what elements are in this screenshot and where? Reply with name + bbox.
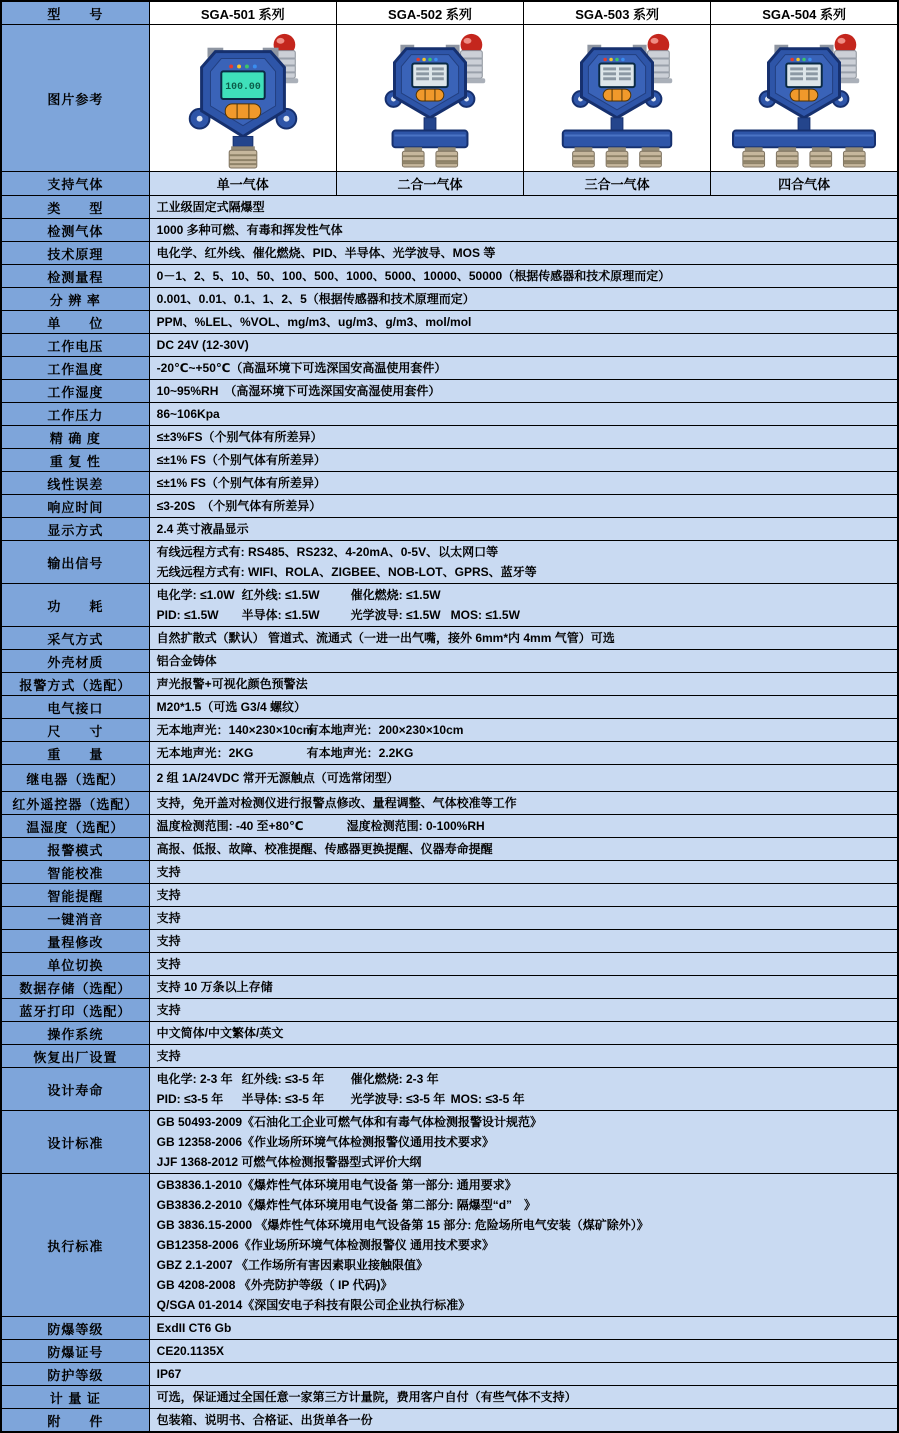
- spec-label: 执行标准: [1, 1174, 149, 1317]
- model-header-label: 型 号: [1, 1, 149, 25]
- spec-value-line: GB 50493-2009《石油化工企业可燃气体和有毒气体检测报警设计规范》: [156, 1115, 543, 1129]
- gas-row-label: 支持气体: [1, 172, 149, 196]
- spec-row: [1, 999, 898, 1022]
- spec-row: [1, 719, 898, 742]
- spec-row: [1, 765, 898, 792]
- spec-label: 重 量: [1, 742, 149, 765]
- gas-type-sga504: 四合气体: [711, 172, 898, 196]
- spec-value: [149, 884, 898, 907]
- spec-value: [149, 861, 898, 884]
- spec-label: 智能提醒: [1, 884, 149, 907]
- spec-value: [149, 403, 898, 426]
- spec-value-line: PPM、%LEL、%VOL、mg/m3、ug/m3、g/m3、mol/mol: [156, 315, 472, 329]
- spec-row: [1, 380, 898, 403]
- spec-value-line: 可选，保证通过全国任意一家第三方计量院，费用客户自付（有些气体不支持）: [156, 1390, 577, 1404]
- spec-label: 温湿度（选配）: [1, 815, 149, 838]
- spec-value-line: 电化学、红外线、催化燃烧、PID、半导体、光学波导、MOS 等: [156, 246, 496, 260]
- model-header-sga501: SGA-501 系列: [149, 1, 336, 25]
- spec-value-line: 电化学: 2-3 年 红外线: ≤3-5 年 催化燃烧: 2-3 年: [156, 1072, 439, 1086]
- spec-label: 恢复出厂设置: [1, 1045, 149, 1068]
- spec-value: [149, 495, 898, 518]
- spec-row: [1, 1068, 898, 1111]
- spec-row: [1, 838, 898, 861]
- spec-value-line: ≤3-20S （个别气体有所差异）: [156, 499, 322, 513]
- product-image-row: [1, 25, 898, 172]
- spec-row: [1, 907, 898, 930]
- spec-row: [1, 334, 898, 357]
- spec-value: [149, 815, 898, 838]
- spec-value-line: GB3836.1-2010《爆炸性气体环境用电气设备 第一部分: 通用要求》: [156, 1178, 517, 1192]
- gas-type-sga503: 三合一气体: [524, 172, 711, 196]
- spec-label: 防爆证号: [1, 1340, 149, 1363]
- spec-value-line: 温度检测范围: -40 至+80℃ 湿度检测范围: 0-100%RH: [156, 819, 485, 833]
- spec-row: [1, 953, 898, 976]
- sensor-probe: [436, 147, 458, 167]
- spec-label: 单 位: [1, 311, 149, 334]
- sensor-probe: [743, 147, 765, 167]
- spec-row: [1, 1022, 898, 1045]
- spec-table-head: [1, 1, 898, 196]
- spec-row: [1, 242, 898, 265]
- spec-value: [149, 1340, 898, 1363]
- spec-value-line: 10~95%RH （高湿环境下可选深国安高湿使用套件）: [156, 384, 441, 398]
- device-illustration-sga-504: [711, 26, 897, 170]
- spec-value-line: 2 组 1A/24VDC 常开无源触点（可选常闭型）: [156, 771, 399, 785]
- spec-value-line: ExdII CT6 Gb: [156, 1321, 232, 1335]
- spec-value-line: 支持: [156, 934, 181, 948]
- spec-label: 设计标准: [1, 1111, 149, 1174]
- spec-row: [1, 976, 898, 999]
- spec-label: 重 复 性: [1, 449, 149, 472]
- spec-value-line: GB3836.2-2010《爆炸性气体环境用电气设备 第二部分: 隔爆型“d” 》: [156, 1198, 537, 1212]
- spec-row: [1, 518, 898, 541]
- model-header-sga502: SGA-502 系列: [336, 1, 523, 25]
- spec-value: [149, 953, 898, 976]
- spec-label: 附 件: [1, 1409, 149, 1433]
- spec-value: [149, 838, 898, 861]
- spec-value-line: 支持: [156, 888, 181, 902]
- spec-value-line: Q/SGA 01-2014《深国安电子科技有限公司企业执行标准》: [156, 1298, 471, 1312]
- spec-value: [149, 650, 898, 673]
- spec-row: [1, 742, 898, 765]
- spec-row: [1, 884, 898, 907]
- supported-gas-row: [1, 172, 898, 196]
- spec-value-line: ≤±3%FS（个别气体有所差异）: [156, 430, 323, 444]
- spec-label: 防爆等级: [1, 1317, 149, 1340]
- spec-row: [1, 1409, 898, 1433]
- spec-value: [149, 696, 898, 719]
- spec-value-line: GB 12358-2006《作业场所环境气体检测报警仪通用技术要求》: [156, 1135, 495, 1149]
- spec-row: [1, 650, 898, 673]
- sensor-probe: [229, 146, 257, 168]
- spec-label: 继电器（选配）: [1, 765, 149, 792]
- spec-value: [149, 219, 898, 242]
- spec-value: [149, 1022, 898, 1045]
- sensor-probe: [844, 147, 866, 167]
- image-row-label: 图片参考: [1, 25, 149, 172]
- spec-value-line: CE20.1135X: [156, 1344, 225, 1358]
- spec-value: [149, 357, 898, 380]
- spec-value-line: 无本地声光：140×230×10cm有本地声光：200×230×10cm: [156, 723, 464, 737]
- spec-row: [1, 541, 898, 584]
- spec-value: [149, 742, 898, 765]
- spec-value: [149, 1386, 898, 1409]
- spec-label: 类 型: [1, 196, 149, 219]
- spec-value: [149, 1068, 898, 1111]
- spec-value-line: GBZ 2.1-2007 《工作场所有害因素职业接触限值》: [156, 1258, 429, 1272]
- spec-label: 工作压力: [1, 403, 149, 426]
- spec-value-line: 包装箱、说明书、合格证、出货单各一份: [156, 1413, 373, 1427]
- spec-value-line: 0－1、2、5、10、50、100、500、1000、5000、10000、50000（根据传感器和技术原理而定）: [156, 269, 671, 283]
- spec-value: [149, 426, 898, 449]
- spec-value-line: 铝合金铸体: [156, 654, 217, 668]
- spec-label: 检测气体: [1, 219, 149, 242]
- spec-row: [1, 584, 898, 627]
- svg-text:100.00: 100.00: [225, 81, 261, 93]
- spec-value: [149, 242, 898, 265]
- spec-label: 分 辨 率: [1, 288, 149, 311]
- spec-value: [149, 518, 898, 541]
- spec-row: [1, 495, 898, 518]
- spec-row: [1, 1174, 898, 1317]
- spec-value-line: IP67: [156, 1367, 182, 1381]
- spec-row: [1, 449, 898, 472]
- spec-row: [1, 1111, 898, 1174]
- spec-label: 数据存储（选配）: [1, 976, 149, 999]
- spec-row: [1, 673, 898, 696]
- spec-value: [149, 541, 898, 584]
- spec-label: 红外遥控器（选配）: [1, 792, 149, 815]
- spec-label: 蓝牙打印（选配）: [1, 999, 149, 1022]
- spec-label: 单位切换: [1, 953, 149, 976]
- spec-label: 工作湿度: [1, 380, 149, 403]
- spec-row: [1, 861, 898, 884]
- spec-value-line: 1000 多种可燃、有毒和挥发性气体: [156, 223, 343, 237]
- spec-value: [149, 930, 898, 953]
- spec-value-line: 有线远程方式有: RS485、RS232、4-20mA、0-5V、以太网口等: [156, 545, 499, 559]
- spec-label: 量程修改: [1, 930, 149, 953]
- spec-value: [149, 584, 898, 627]
- spec-label: 报警方式（选配）: [1, 673, 149, 696]
- spec-value-line: 无线远程方式有: WIFI、ROLA、ZIGBEE、NOB-LOT、GPRS、蓝牙等: [156, 565, 537, 579]
- spec-value: [149, 1111, 898, 1174]
- spec-value-line: DC 24V (12-30V): [156, 338, 249, 352]
- spec-label: 智能校准: [1, 861, 149, 884]
- spec-value: [149, 1317, 898, 1340]
- spec-row: [1, 403, 898, 426]
- spec-value: [149, 765, 898, 792]
- spec-value: [149, 1409, 898, 1433]
- spec-row: [1, 288, 898, 311]
- sensor-probe: [777, 147, 799, 167]
- spec-value: [149, 334, 898, 357]
- spec-value-line: GB 3836.15-2000 《爆炸性气体环境用电气设备第 15 部分: 危险场所电气安装（煤矿除外）》: [156, 1218, 649, 1232]
- spec-label: 电气接口: [1, 696, 149, 719]
- product-image-sga503: [524, 25, 711, 172]
- spec-label: 尺 寸: [1, 719, 149, 742]
- spec-value-line: PID: ≤3-5 年 半导体: ≤3-5 年 光学波导: ≤3-5 年 MOS: ≤3-5 年: [156, 1092, 525, 1106]
- spec-value-line: 2.4 英寸液晶显示: [156, 522, 249, 536]
- spec-label: 设计寿命: [1, 1068, 149, 1111]
- spec-value-line: 支持: [156, 1049, 181, 1063]
- spec-value-line: 86~106Kpa: [156, 407, 220, 421]
- spec-label: 计 量 证: [1, 1386, 149, 1409]
- spec-table-body: [1, 196, 898, 1433]
- spec-value-line: 无本地声光：2KG 有本地声光：2.2KG: [156, 746, 414, 760]
- sensor-probe: [573, 147, 595, 167]
- sensor-probe: [402, 147, 424, 167]
- spec-value: [149, 999, 898, 1022]
- spec-label: 工作温度: [1, 357, 149, 380]
- spec-row: [1, 1317, 898, 1340]
- spec-value: [149, 976, 898, 999]
- spec-value: [149, 449, 898, 472]
- spec-row: [1, 219, 898, 242]
- spec-label: 工作电压: [1, 334, 149, 357]
- spec-value: [149, 1045, 898, 1068]
- spec-value: [149, 907, 898, 930]
- spec-value-line: 支持: [156, 957, 181, 971]
- spec-value-line: 中文简体/中文繁体/英文: [156, 1026, 284, 1040]
- spec-value-line: PID: ≤1.5W 半导体: ≤1.5W 光学波导: ≤1.5W MOS: ≤1.5W: [156, 608, 520, 622]
- spec-value-line: 支持 10 万条以上存储: [156, 980, 273, 994]
- spec-value-line: 支持，免开盖对检测仪进行报警点修改、量程调整、气体校准等工作: [156, 796, 517, 810]
- spec-row: [1, 265, 898, 288]
- spec-value-line: 电化学: ≤1.0W 红外线: ≤1.5W 催化燃烧: ≤1.5W: [156, 588, 441, 602]
- spec-value: [149, 1174, 898, 1317]
- spec-row: [1, 1340, 898, 1363]
- sensor-probe: [810, 147, 832, 167]
- product-image-sga502: [336, 25, 523, 172]
- device-illustration-sga-503: [524, 26, 710, 170]
- spec-value-line: 自然扩散式（默认） 管道式、流通式（一进一出气嘴，接外 6mm*内 4mm 气管）可选: [156, 631, 615, 645]
- spec-label: 检测量程: [1, 265, 149, 288]
- spec-label: 报警模式: [1, 838, 149, 861]
- spec-value-line: 支持: [156, 911, 181, 925]
- spec-row: [1, 792, 898, 815]
- spec-row: [1, 311, 898, 334]
- spec-row: [1, 696, 898, 719]
- spec-value-line: ≤±1% FS（个别气体有所差异）: [156, 476, 326, 490]
- spec-value-line: M20*1.5（可选 G3/4 螺纹）: [156, 700, 307, 714]
- spec-label: 外壳材质: [1, 650, 149, 673]
- spec-value: [149, 792, 898, 815]
- spec-label: 输出信号: [1, 541, 149, 584]
- spec-label: 线性误差: [1, 472, 149, 495]
- spec-value: [149, 627, 898, 650]
- product-image-sga504: [711, 25, 898, 172]
- spec-row: [1, 357, 898, 380]
- spec-value: [149, 673, 898, 696]
- spec-value: [149, 1363, 898, 1386]
- spec-row: [1, 472, 898, 495]
- device-illustration-sga-501: [150, 26, 336, 170]
- spec-value-line: GB12358-2006《作业场所环境气体检测报警仪 通用技术要求》: [156, 1238, 495, 1252]
- spec-value: [149, 265, 898, 288]
- spec-row: [1, 1363, 898, 1386]
- spec-label: 操作系统: [1, 1022, 149, 1045]
- spec-value: [149, 472, 898, 495]
- spec-row: [1, 627, 898, 650]
- spec-row: [1, 1386, 898, 1409]
- spec-value-line: 声光报警+可视化颜色预警法: [156, 677, 308, 691]
- device-illustration-sga-502: [337, 26, 523, 170]
- spec-value-line: JJF 1368-2012 可燃气体检测报警器型式评价大纲: [156, 1155, 422, 1169]
- spec-value: [149, 380, 898, 403]
- spec-row: [1, 1045, 898, 1068]
- sensor-probe: [640, 147, 662, 167]
- spec-value-line: 0.001、0.01、0.1、1、2、5（根据传感器和技术原理而定）: [156, 292, 475, 306]
- spec-value-line: ≤±1% FS（个别气体有所差异）: [156, 453, 326, 467]
- spec-label: 显示方式: [1, 518, 149, 541]
- spec-value-line: 支持: [156, 1003, 181, 1017]
- spec-value: [149, 311, 898, 334]
- spec-value-line: -20℃~+50℃（高温环境下可选深国安高温使用套件）: [156, 361, 447, 375]
- spec-label: 响应时间: [1, 495, 149, 518]
- spec-label: 精 确 度: [1, 426, 149, 449]
- spec-label: 采气方式: [1, 627, 149, 650]
- spec-label: 一键消音: [1, 907, 149, 930]
- spec-label: 防护等级: [1, 1363, 149, 1386]
- sensor-probe: [606, 147, 628, 167]
- model-header-row: [1, 1, 898, 25]
- spec-value-line: 工业级固定式隔爆型: [156, 200, 265, 214]
- spec-value-line: GB 4208-2008 《外壳防护等级（ IP 代码)》: [156, 1278, 393, 1292]
- spec-value-line: 支持: [156, 865, 181, 879]
- spec-value: [149, 288, 898, 311]
- product-image-sga501: [149, 25, 336, 172]
- spec-row: [1, 426, 898, 449]
- spec-row: [1, 930, 898, 953]
- spec-value: [149, 196, 898, 219]
- spec-row: [1, 815, 898, 838]
- spec-label: 技术原理: [1, 242, 149, 265]
- spec-row: [1, 196, 898, 219]
- spec-label: 功 耗: [1, 584, 149, 627]
- model-header-sga504: SGA-504 系列: [711, 1, 898, 25]
- spec-value-line: 高报、低报、故障、校准提醒、传感器更换提醒、仪器寿命提醒: [156, 842, 493, 856]
- gas-type-sga502: 二合一气体: [336, 172, 523, 196]
- model-header-sga503: SGA-503 系列: [524, 1, 711, 25]
- gas-type-sga501: 单一气体: [149, 172, 336, 196]
- spec-value: [149, 719, 898, 742]
